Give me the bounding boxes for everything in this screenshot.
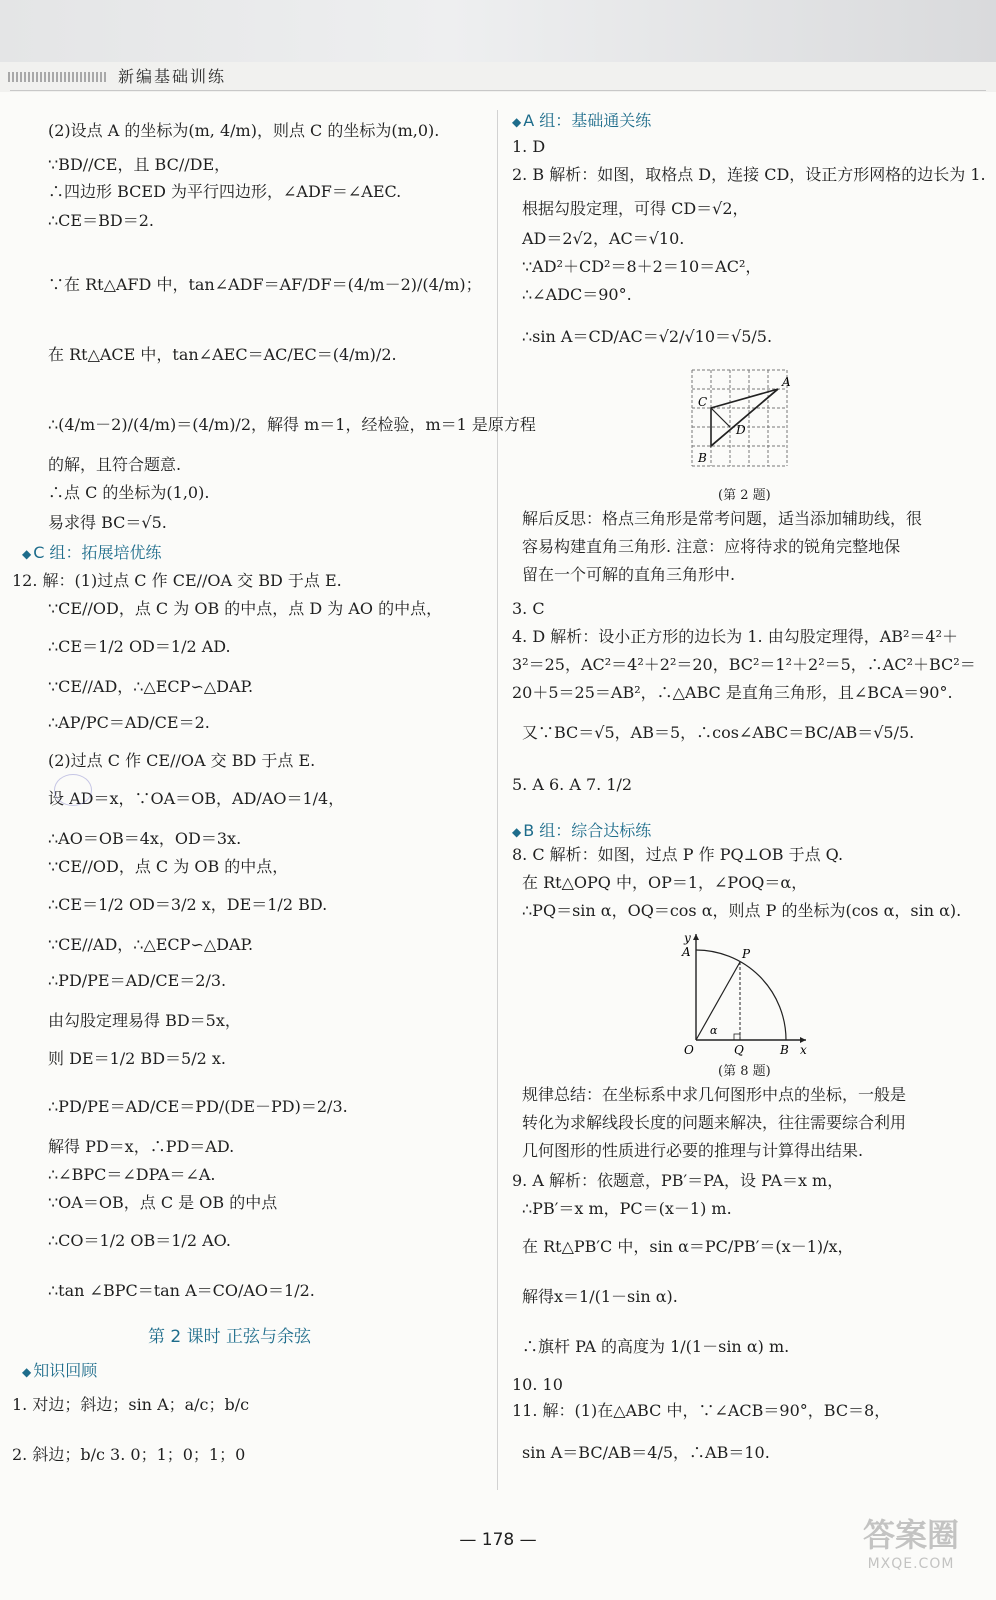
left-line: ∴PD/PE＝AD/CE＝PD/(DE－PD)＝2/3. xyxy=(48,1097,348,1116)
right-line: 几何图形的性质进行必要的推理与计算得出结果. xyxy=(522,1141,864,1160)
left-line: ∴tan ∠BPC＝tan A＝CO/AO＝1/2. xyxy=(48,1281,315,1300)
section-heading-label: 知识回顾 xyxy=(33,1361,98,1380)
label-x: x xyxy=(800,1043,807,1057)
left-line: 由勾股定理易得 BD＝5x， xyxy=(48,1011,241,1030)
diamond-icon: ◆ xyxy=(512,825,522,839)
right-line: 在 Rt△PB′C 中，sin α＝PC/PB′＝(x－1)/x， xyxy=(522,1237,854,1256)
right-line: 9. A 解析：依题意，PB′＝PA，设 PA＝x m， xyxy=(512,1171,844,1190)
right-line: 转化为求解线段长度的问题来解决，往往需要综合利用 xyxy=(522,1113,907,1132)
left-line: ∴PD/PE＝AD/CE＝2/3. xyxy=(48,971,227,990)
right-line: 10. 10 xyxy=(512,1375,563,1394)
figure-8-caption: (第 8 题) xyxy=(718,1064,771,1079)
section-heading xyxy=(512,818,651,841)
right-line: sin A＝BC/AB＝4/5，∴AB＝10. xyxy=(522,1443,770,1462)
right-line: AD＝2√2，AC＝√10. xyxy=(522,229,685,248)
left-line: ∵BD//CE，且 BC//DE， xyxy=(48,155,231,174)
right-line: 解后反思：格点三角形是常考问题，适当添加辅助线，很 xyxy=(522,509,923,528)
header-rule xyxy=(10,90,986,91)
right-line: 3. C xyxy=(512,599,545,618)
page-number: — 178 — xyxy=(459,1530,537,1550)
page-header xyxy=(0,0,996,92)
left-line: 易求得 BC＝√5. xyxy=(48,513,167,532)
lesson-title: 第 2 课时 正弦与余弦 xyxy=(148,1327,312,1347)
segment-cd xyxy=(711,408,730,427)
right-line: ∴∠ADC＝90°. xyxy=(522,285,632,304)
left-line: 解得 PD＝x，∴PD＝AD. xyxy=(48,1137,235,1156)
label-alpha: α xyxy=(710,1024,718,1037)
left-line: 2. 斜边；b/c 3. 0；1；0；1；0 xyxy=(12,1445,246,1464)
left-line: 12. 解：(1)过点 C 作 CE//OA 交 BD 于点 E. xyxy=(12,571,342,590)
right-line: 又∵BC＝√5，AB＝5，∴cos∠ABC＝BC/AB＝√5/5. xyxy=(522,723,915,742)
left-line: ∴(4/m－2)/(4/m)＝(4/m)/2，解得 m＝1，经检验，m＝1 是原方程 xyxy=(48,415,536,434)
left-line: (2)过点 C 作 CE//OA 交 BD 于点 E. xyxy=(48,751,316,770)
right-line: 根据勾股定理，可得 CD＝√2， xyxy=(522,199,749,218)
label-d: D xyxy=(736,423,746,437)
left-line: ∴CO＝1/2 OB＝1/2 AO. xyxy=(48,1231,231,1250)
label-p: P xyxy=(742,947,751,961)
stamp-mark xyxy=(54,774,92,806)
label-b: B xyxy=(780,1043,789,1057)
left-line: ∵CE//OD，点 C 为 OB 的中点，点 D 为 AO 的中点， xyxy=(48,599,443,618)
left-line: ∴点 C 的坐标为(1,0). xyxy=(48,483,210,502)
right-line: ∴sin A＝CD/AC＝√2/√10＝√5/5. xyxy=(522,327,773,346)
right-line: 8. C 解析：如图，过点 P 作 PQ⊥OB 于点 Q. xyxy=(512,845,844,864)
right-line: 5. A 6. A 7. 1/2 xyxy=(512,775,633,794)
right-line: ∴旗杆 PA 的高度为 1/(1－sin α) m. xyxy=(522,1337,790,1356)
label-q: Q xyxy=(734,1043,744,1057)
left-line: ∴AO＝OB＝4x，OD＝3x. xyxy=(48,829,242,848)
right-line: 解得x＝1/(1－sin α). xyxy=(522,1287,678,1306)
figure-unit-circle xyxy=(672,928,812,1058)
figure-2-caption: (第 2 题) xyxy=(718,488,771,503)
left-line: 在 Rt△ACE 中，tan∠AEC＝AC/EC＝(4/m)/2. xyxy=(48,345,397,364)
section-heading-label: A 组：基础通关练 xyxy=(523,111,652,130)
right-line: 2. B 解析：如图，取格点 D，连接 CD，设正方形网格的边长为 1. xyxy=(512,165,986,184)
diamond-icon: ◆ xyxy=(22,1365,32,1379)
left-line: ∵CE//AD，∴△ECP∽△DAP. xyxy=(48,935,254,954)
right-line: 3²＝25，AC²＝4²＋2²＝20，BC²＝1²＋2²＝5，∴AC²＋BC²＝ xyxy=(512,655,976,674)
right-line: 留在一个可解的直角三角形中. xyxy=(522,565,736,584)
left-line: ∵在 Rt△AFD 中，tan∠ADF＝AF/DF＝(4/m－2)/(4/m)； xyxy=(48,275,482,294)
section-heading-label: C 组：拓展培优练 xyxy=(33,543,162,562)
left-line: 的解，且符合题意. xyxy=(48,455,182,474)
right-line: 在 Rt△OPQ 中，OP＝1，∠POQ＝α， xyxy=(522,873,808,892)
right-line: ∵AD²＋CD²＝8＋2＝10＝AC²， xyxy=(522,257,762,276)
right-line: 规律总结：在坐标系中求几何图形中点的坐标，一般是 xyxy=(522,1085,907,1104)
left-line: 设 AD＝x，∵OA＝OB，AD/AO＝1/4， xyxy=(48,789,345,808)
left-line: ∴CE＝1/2 OD＝3/2 x，DE＝1/2 BD. xyxy=(48,895,328,914)
right-line: 11. 解：(1)在△ABC 中，∵∠ACB＝90°，BC＝8， xyxy=(512,1401,891,1420)
left-line: 则 DE＝1/2 BD＝5/2 x. xyxy=(48,1049,226,1068)
section-heading xyxy=(512,108,651,131)
right-line: ∴PB′＝x m，PC＝(x－1) m. xyxy=(522,1199,732,1218)
label-o: O xyxy=(684,1043,694,1057)
right-line: 4. D 解析：设小正方形的边长为 1. 由勾股定理得，AB²＝4²＋ xyxy=(512,627,959,646)
section-heading-label: B 组：综合达标练 xyxy=(523,821,652,840)
left-line: ∵CE//AD，∴△ECP∽△DAP. xyxy=(48,677,254,696)
right-line: 容易构建直角三角形. 注意：应将待求的锐角完整地保 xyxy=(522,537,901,556)
label-a: A xyxy=(682,945,691,959)
label-c: C xyxy=(698,395,708,409)
section-heading xyxy=(22,540,162,563)
column-divider xyxy=(497,110,498,1490)
label-y: y xyxy=(684,931,691,945)
book-title: 新编基础训练 xyxy=(118,67,227,86)
section-heading xyxy=(22,1358,97,1381)
left-line: ∴CE＝1/2 OD＝1/2 AD. xyxy=(48,637,231,656)
right-line: 20＋5＝25＝AB²，∴△ABC 是直角三角形，且∠BCA＝90°. xyxy=(512,683,953,702)
left-line: (2)设点 A 的坐标为(m, 4/m)，则点 C 的坐标为(m,0). xyxy=(48,121,440,140)
label-a: A xyxy=(782,375,791,389)
left-line: ∴∠BPC＝∠DPA＝∠A. xyxy=(48,1165,216,1184)
left-line: ∵CE//OD，点 C 为 OB 的中点， xyxy=(48,857,289,876)
watermark-logo: 答案圈 MXQE.COM xyxy=(862,1516,959,1572)
diamond-icon: ◆ xyxy=(512,115,522,129)
left-line: 1. 对边；斜边；sin A；a/c；b/c xyxy=(12,1395,250,1414)
left-line: ∴四边形 BCED 为平行四边形，∠ADF＝∠AEC. xyxy=(48,182,402,201)
right-line: 1. D xyxy=(512,137,546,156)
diamond-icon: ◆ xyxy=(22,547,32,561)
left-line: ∵OA＝OB，点 C 是 OB 的中点 xyxy=(48,1193,278,1212)
label-b: B xyxy=(698,451,707,465)
right-line: ∴PQ＝sin α，OQ＝cos α，则点 P 的坐标为(cos α，sin α). xyxy=(522,901,962,920)
figure-grid-triangle xyxy=(690,368,800,478)
left-line: ∴AP/PC＝AD/CE＝2. xyxy=(48,713,210,732)
left-line: ∴CE＝BD＝2. xyxy=(48,211,154,230)
header-decoration xyxy=(8,72,108,82)
